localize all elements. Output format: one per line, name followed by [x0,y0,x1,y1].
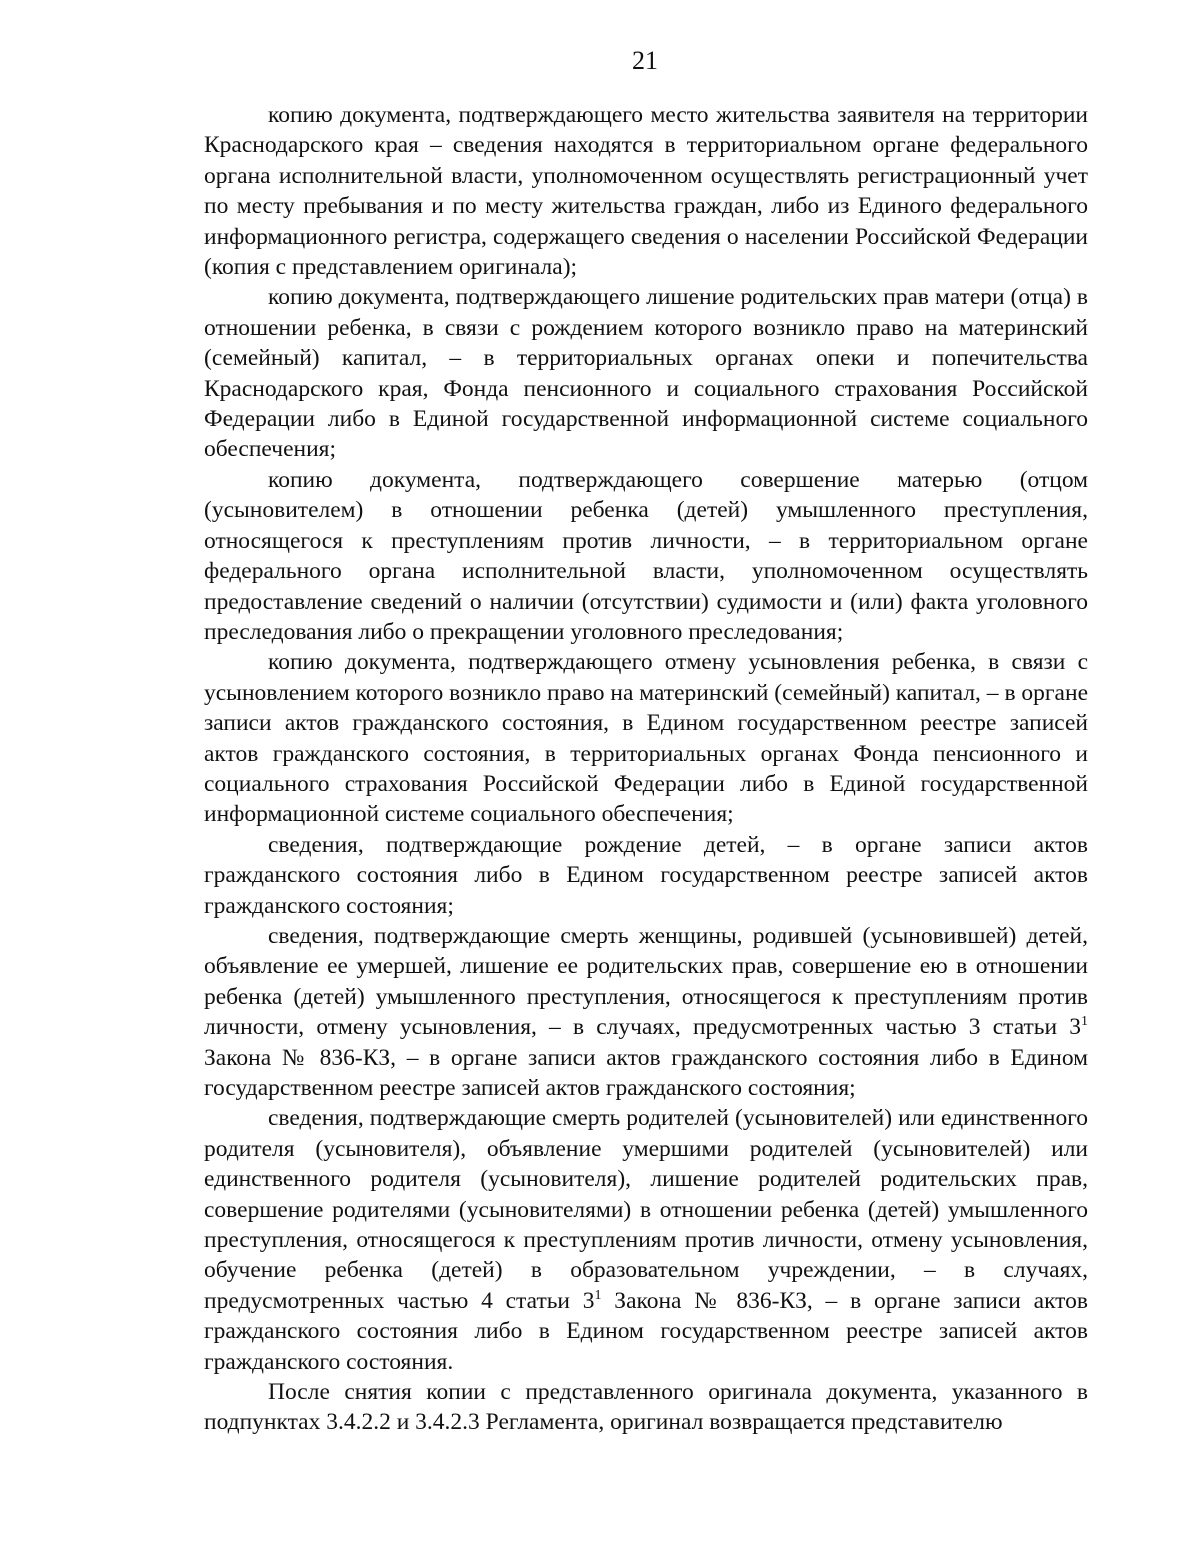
paragraph-deprivation-parental-rights: копию документа, подтверждающего лишение родительских прав матери (отца) в отношении ребенка, в связи с рождением которого возникло право на материнский (семейный) капитал, – в территориальных органах опеки и попечительства Краснодарского края, Фонда пенсионного и социального страхования Российской Федерации либо в Единой государственной информационной системе социального обеспечения; [204,284,1088,463]
paragraph-text: сведения, подтверждающие смерть женщины, родившей (усыновившей) детей, объявление ее умершей, лишение ее родительских прав, совершение ею в отношении ребенка (детей) умышленного преступления, относящегося к преступлениям против личности, отмену усыновления, – в случаях, предусмотренных частью 3 статьи 3 [204,922,1088,1041]
paragraph-text: Закона № 836-КЗ, – в органе записи актов гражданского состояния либо в Едином государственном реестре записей актов гражданского состояния; [204,1044,1088,1101]
paragraph-death-of-parents [204,1103,1088,1377]
page-number: 21 [632,46,658,75]
document-body [204,100,1088,1438]
paragraph-original-return: После снятия копии с представленного оригинала документа, указанного в подпунктах 3.4.2.2 и 3.4.2.3 Регламента, оригинал возвращается представителю [204,1379,1088,1436]
paragraph-text: сведения, подтверждающие смерть родителей (усыновителей) или единственного родителя (усыновителя), объявление умершими родителей (усыновителей) или единственного родителя (усыновителя), лишение родителей родительских прав, совершение родителями (усыновителями) в отношении ребенка (детей) умышленного преступления, относящегося к преступлениям против личности, отмену усыновления, обучение ребенка (детей) в образовательном учреждении, – в случаях, предусмотренных частью 4 статьи 3 [204,1105,1088,1314]
paragraph-text: Закона № 836-КЗ, – в органе записи актов гражданского состояния либо в Едином государственном реестре записей актов гражданского состояния. [204,1287,1088,1375]
superscript: 1 [1081,1014,1088,1030]
superscript: 1 [594,1287,602,1303]
paragraph-residence-document: копию документа, подтверждающего место жительства заявителя на территории Краснодарского края – сведения находятся в территориальном органе федерального органа исполнительной власти, уполномоченном осуществлять регистрационный учет по месту пребывания и по месту жительства граждан, либо из Единого федерального информационного регистра, содержащего сведения о населении Российской Федерации (копия с представлением оригинала); [204,102,1088,281]
paragraph-birth-of-children: сведения, подтверждающие рождение детей, – в органе записи актов гражданского состояния либо в Едином государственном реестре записей актов гражданского состояния; [204,831,1088,919]
paragraph-criminal-offense: копию документа, подтверждающего совершение матерью (отцом (усыновителем) в отношении ребенка (детей) умышленного преступления, относящегося к преступлениям против личности, – в территориальном органе федерального органа исполнительной власти, уполномоченном осуществлять предоставление сведений о наличии (отсутствии) судимости и (или) факта уголовного преследования либо о прекращении уголовного преследования; [204,466,1088,645]
paragraph-death-of-woman [204,921,1088,1103]
paragraph-adoption-cancellation: копию документа, подтверждающего отмену усыновления ребенка, в связи с усыновлением которого возникло право на материнский (семейный) капитал, – в органе записи актов гражданского состояния, в Едином государственном реестре записей актов гражданского состояния, в территориальных органах Фонда пенсионного и социального страхования Российской Федерации либо в Единой государственной информационной системе социального обеспечения; [204,649,1088,828]
